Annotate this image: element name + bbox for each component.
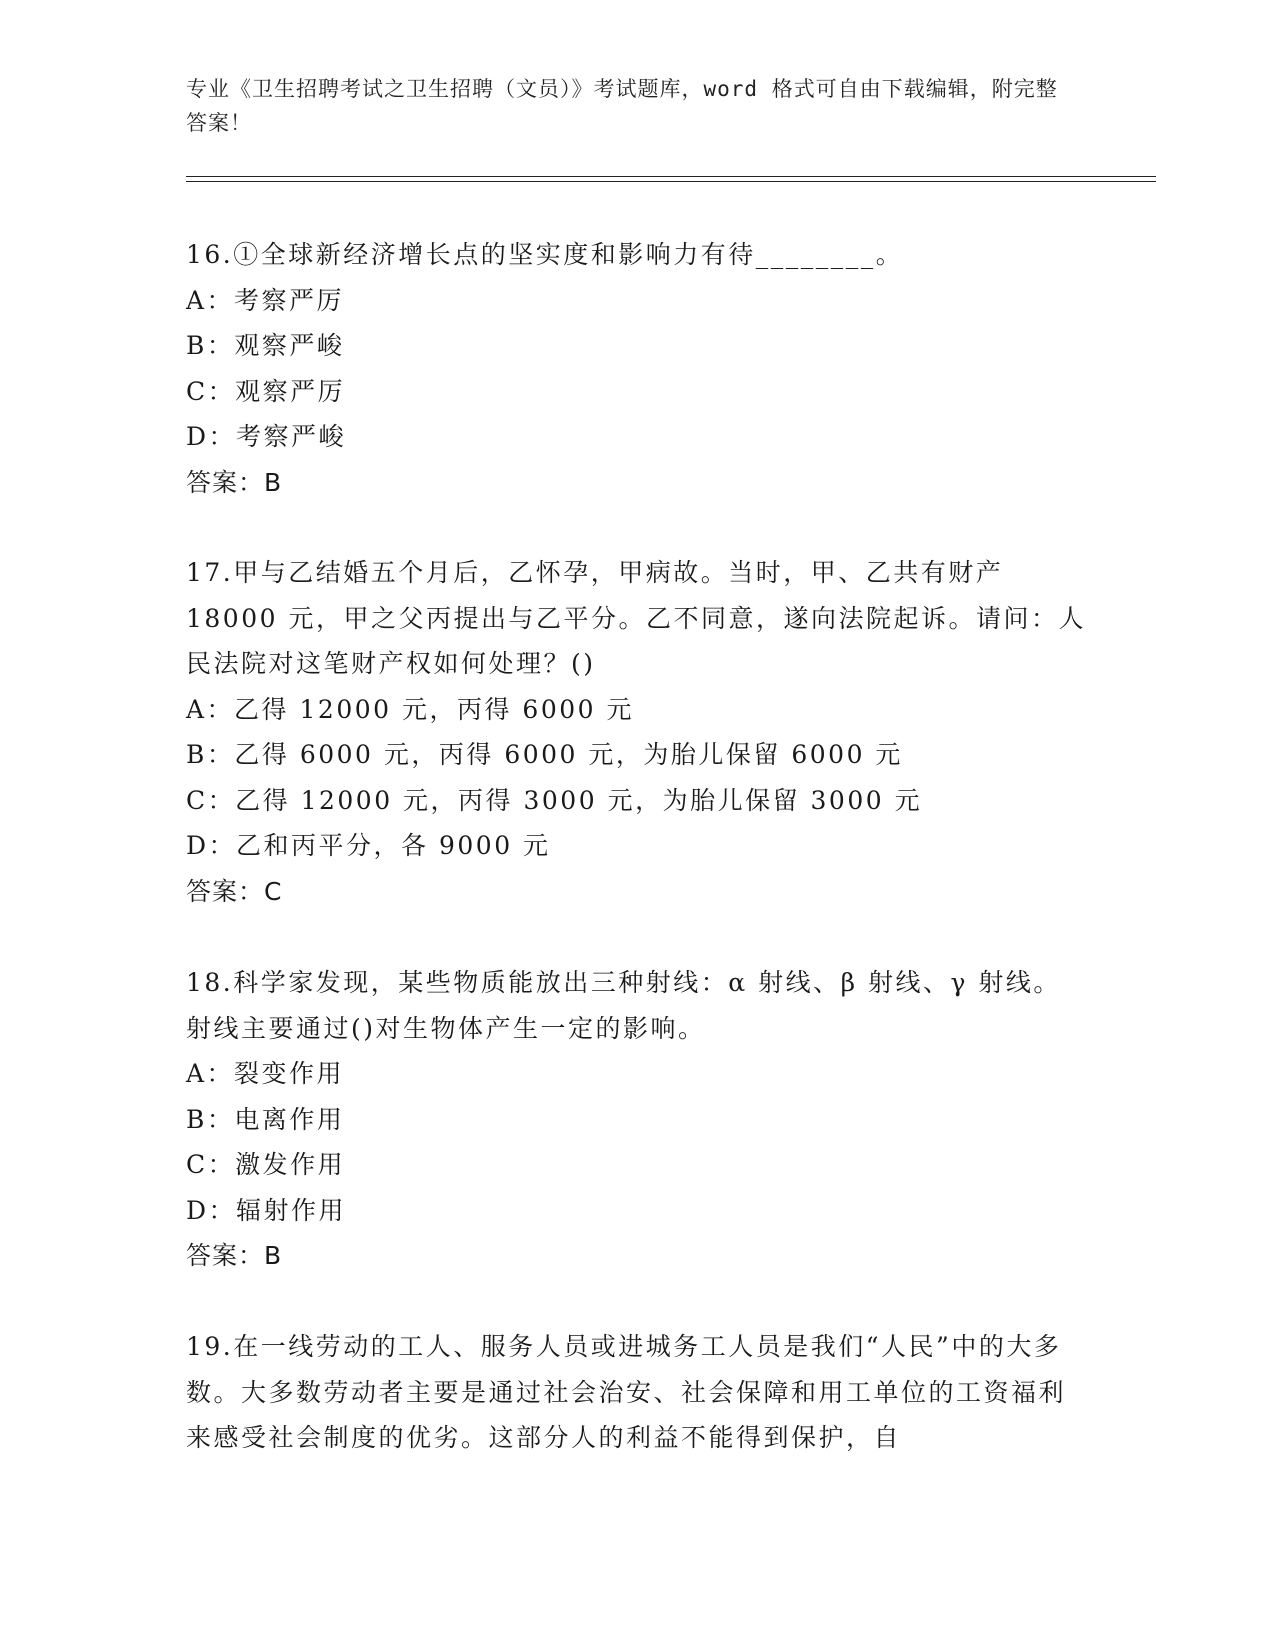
option-c: C：激发作用 <box>186 1150 346 1179</box>
question-text: 19.在一线劳动的工人、服务人员或进城务工人员是我们“人民”中的大多数。大多数劳动者主要是通过社会治安、社会保障和用工单位的工资福利来感受社会制度的优劣。这部分人的利益不能得到保护，自 <box>186 1332 1067 1452</box>
option-b: B：观察严峻 <box>186 331 345 360</box>
question-text: 17.甲与乙结婚五个月后，乙怀孕，甲病故。当时，甲、乙共有财产 18000 元，甲之父丙提出与乙平分。乙不同意，遂向法院起诉。请问：人民法院对这笔财产权如何处理？() <box>186 558 1086 678</box>
answer-line: 答案：C <box>186 876 283 906</box>
option-a: A：裂变作用 <box>186 1059 345 1088</box>
option-d: D：乙和丙平分，各 9000 元 <box>186 831 551 860</box>
option-c: C：乙得 12000 元，丙得 3000 元，为胎儿保留 3000 元 <box>186 785 923 815</box>
answer-line: 答案：B <box>186 1241 283 1270</box>
option-a: A：乙得 12000 元，丙得 6000 元 <box>186 694 634 724</box>
option-d: D：辐射作用 <box>186 1195 347 1225</box>
question-text: 16.①全球新经济增长点的坚实度和影响力有待________。 <box>186 240 904 269</box>
question-text: 18.科学家发现，某些物质能放出三种射线：α 射线、β 射线、γ 射线。射线主要通过()对生物体产生一定的影响。 <box>186 968 1061 1043</box>
option-b: B：电离作用 <box>186 1104 345 1134</box>
header-intro: 专业《卫生招聘考试之卫生招聘（文员）》考试题库，word 格式可自由下载编辑，附完整答案！ <box>186 77 1058 135</box>
option-b: B：乙得 6000 元，丙得 6000 元，为胎儿保留 6000 元 <box>186 740 903 769</box>
answer-line: 答案：B <box>186 467 283 497</box>
question-17 <box>186 550 1086 914</box>
document-header <box>186 72 1066 140</box>
question-19 <box>186 1324 1086 1461</box>
option-d: D：考察严峻 <box>186 422 347 451</box>
question-16 <box>186 232 1086 505</box>
option-c: C：观察严厉 <box>186 376 346 406</box>
option-a: A：考察严厉 <box>186 285 345 315</box>
question-18 <box>186 960 1086 1279</box>
header-double-rule <box>186 176 1156 182</box>
